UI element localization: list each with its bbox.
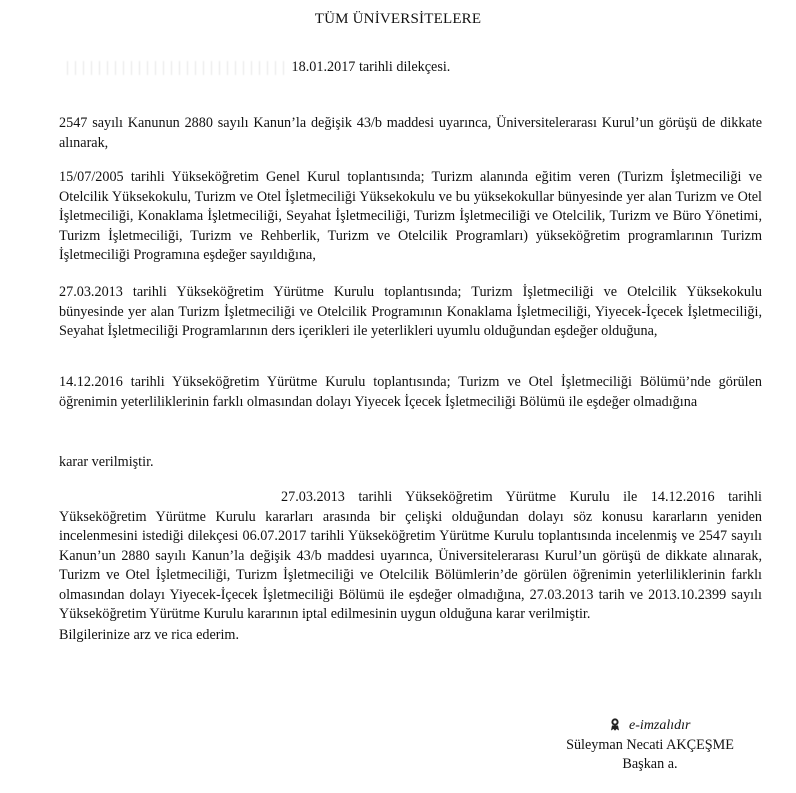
paragraph-legal-basis: 2547 sayılı Kanunun 2880 sayılı Kanun’la değişik 43/b maddesi uyarınca, Üniversitelerarası Kurul’un görüşü de dikkate alınarak,	[59, 115, 762, 151]
redacted-text	[59, 500, 281, 501]
signatory-name: Süleyman Necati AKÇEŞME	[566, 736, 734, 753]
paragraph-review-decision: 27.03.2013 tarihli Yükseköğretim Yürütme Kurulu ile 14.12.2016 tarihli Yükseköğretim Yürütme Kurulu kararları arasında bir çelişki olduğundan dolayı söz konusu kararların yeniden incelenmesini istediği dilekçesi 06.07.2017 tarihli Yükseköğretim Yürütme Kurulu toplantısında incelenmiş ve 2547 sayılı Kanun’un 2880 sayılı Kanun’la değişik 43/b maddesi uyarınca, Üniversitelerarası Kurul’un görüşü de dikkate alınarak, Turizm ve Otel İşletmeciliği, Turizm İşletmeciliği ve Otelcilik Bölümlerin’de görülen öğrenimin yeterliliklerinin farklı olmasından dolayı Yiyecek-İçecek İşletmeciliği Bölümü ile eşdeğer olmadığına, 27.03.2013 tarih ve 2013.10.2399 sayılı Yükseköğretim Yürütme Kurulu kararının iptal edilmesinin uygun olduğuna karar verilmiştir.	[59, 489, 762, 622]
paragraph-2005-decision: 15/07/2005 tarihli Yükseköğretim Genel Kurul toplantısında; Turizm alanında eğitim veren (Turizm İşletmeciliği ve Otelcilik Yüksekokulu, Turizm ve Otel İşletmeciliği Yüksekokulu ve bu yüksekokullar bünyesinde yer alan Turizm ve Otel İşletmeciliği, Konaklama İşletmeciliği, Seyahat İşletmeciliği, Turizm İşletmeciliği ve Otelcilik, Turizm ve Büro Yönetimi, Turizm İşletmeciliği, Turizm ve Rehberlik, Turizm ve Otelcilik Programları) yükseköğretim programlarının Turizm İşletmeciliği Programına eşdeğer sayıldığına,	[59, 169, 762, 263]
paragraph-decision-close: karar verilmiştir.	[59, 454, 154, 470]
signatory-title: Başkan a.	[622, 756, 678, 772]
document-heading: TÜM ÜNİVERSİTELERE	[314, 11, 482, 27]
signature-seal-icon	[610, 718, 620, 731]
redacted-text	[60, 61, 288, 75]
e-signature-label: e-imzalıdır	[629, 718, 691, 733]
paragraph-closing: Bilgilerinize arz ve rica ederim.	[59, 627, 240, 643]
reference-text: 18.01.2017 tarihli dilekçesi.	[291, 59, 451, 75]
paragraph-2013-decision: 27.03.2013 tarihli Yükseköğretim Yürütme Kurulu toplantısında; Turizm İşletmeciliği ve Otelcilik Yüksekokulu bünyesinde yer alan Turizm İşletmeciliği ve Otelcilik Programının Konaklama İşletmeciliği, Yiyecek-İçecek İşletmeciliği, Seyahat İşletmeciliği Programlarının ders içerikleri ile yeterlikleri uyumlu olduğundan eşdeğer olduğuna,	[59, 284, 762, 339]
paragraph-2016-decision: 14.12.2016 tarihli Yükseköğretim Yürütme Kurulu toplantısında; Turizm ve Otel İşletmeciliği Bölümü’nde görülen öğrenimin yeterliliklerinin farklı olmasından dolayı Yiyecek İçecek İşletmeciliği Bölümü ile eşdeğer olmadığına	[59, 374, 762, 410]
signature-block	[530, 716, 770, 775]
reference-line	[60, 58, 760, 78]
